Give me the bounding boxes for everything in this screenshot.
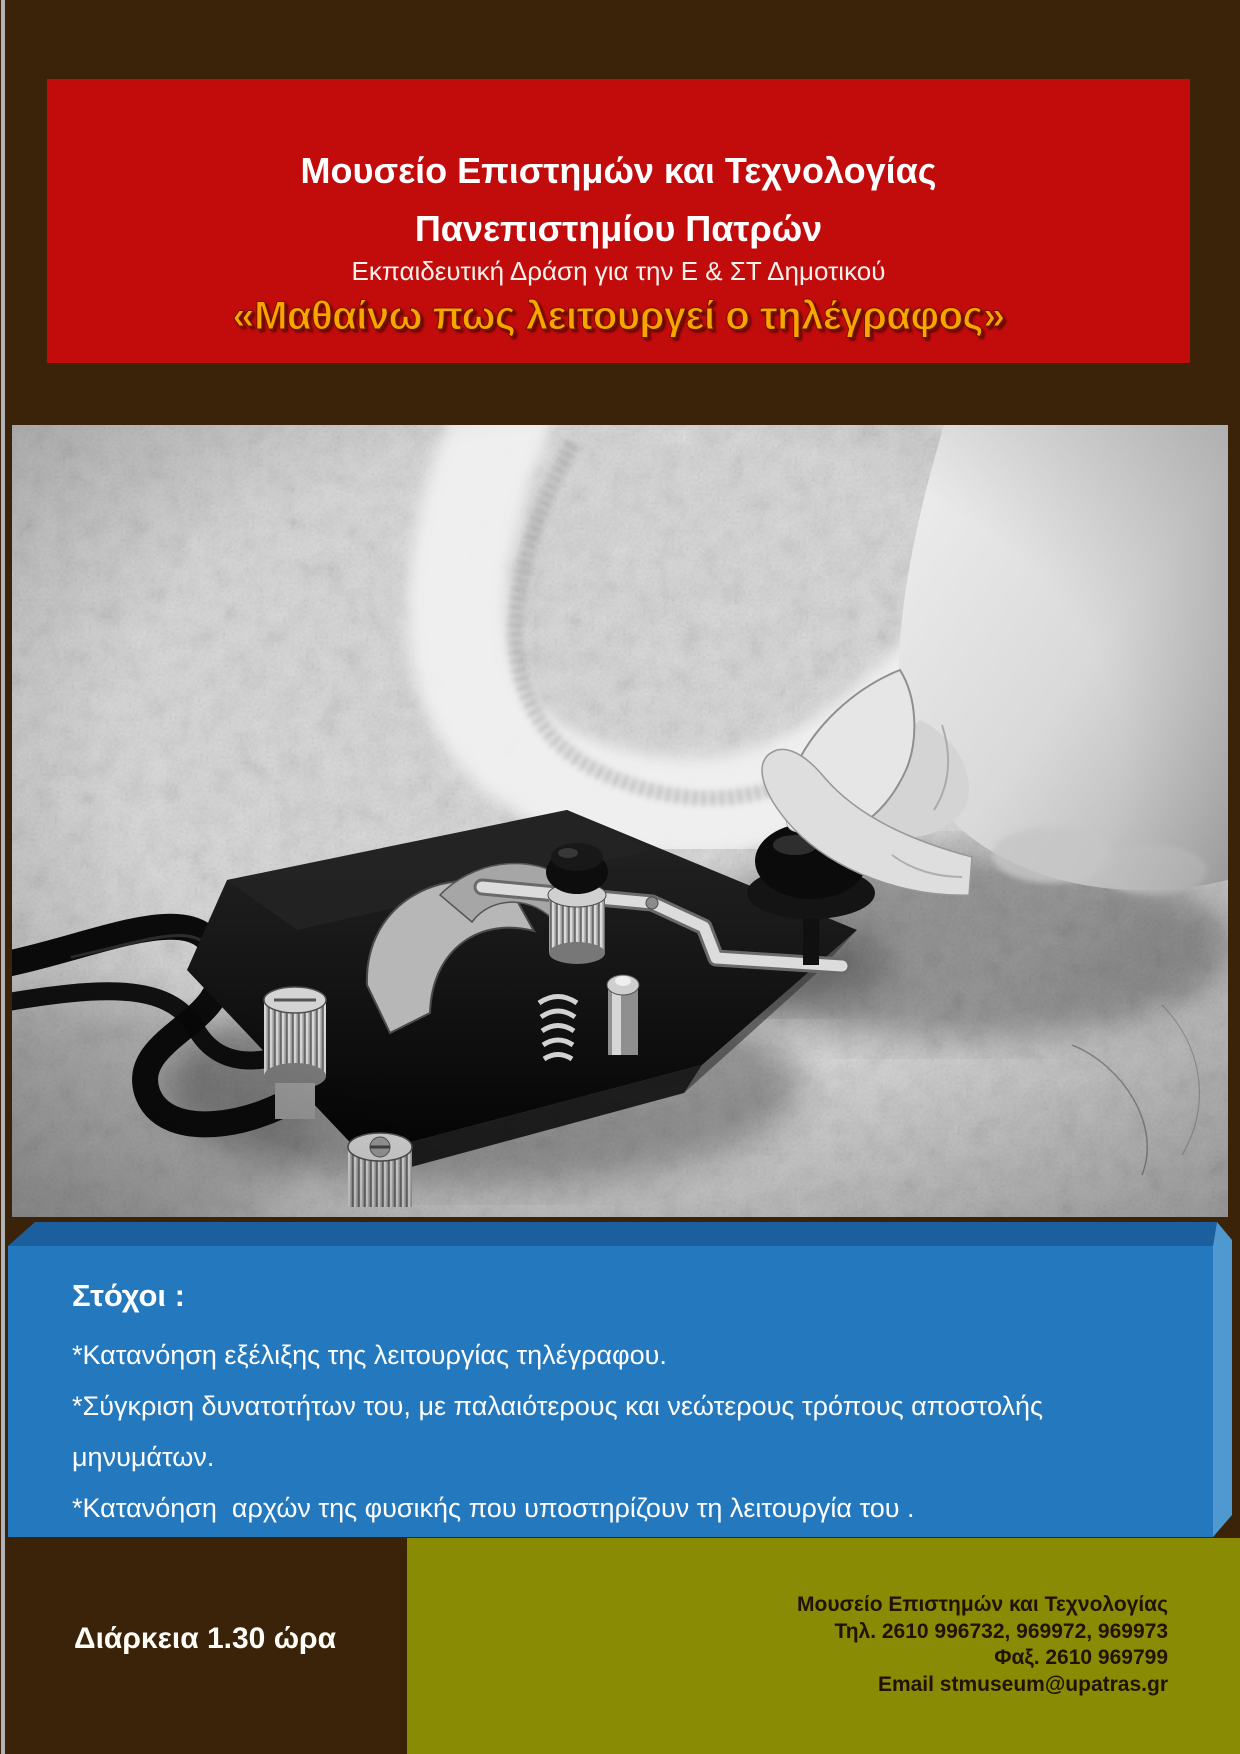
telegraph-photo xyxy=(12,425,1228,1217)
contact-museum-name: Μουσείο Επιστημών και Τεχνολογίας xyxy=(797,1593,1168,1616)
goals-panel-top-face xyxy=(8,1222,1217,1246)
goal-line: *Κατανόηση αρχών της φυσικής που υποστηρίζουν τη λειτουργία του . xyxy=(72,1493,915,1523)
contact-block xyxy=(468,1592,1168,1698)
activity-slogan: «Μαθαίνω πως λειτουργεί ο τηλέγραφος» xyxy=(232,294,1005,338)
photo-vignette xyxy=(12,425,1228,1217)
contact-email: Email stmuseum@upatras.gr xyxy=(877,1672,1168,1696)
goal-line: *Κατανόηση εξέλιξης της λειτουργίας τηλέγραφου. xyxy=(72,1340,667,1370)
goal-line: μηνυμάτων. xyxy=(72,1442,215,1472)
goals-list xyxy=(72,1330,1172,1534)
museum-title-line2: Πανεπιστημίου Πατρών xyxy=(414,208,823,249)
activity-subtitle: Εκπαιδευτική Δράση για την Ε & ΣΤ Δημοτικού xyxy=(351,256,886,286)
goal-line: *Σύγκριση δυνατοτήτων του, με παλαιότερους και νεώτερους τρόπους αποστολής xyxy=(72,1391,1043,1421)
contact-fax: Φαξ. 2610 969799 xyxy=(994,1646,1168,1669)
museum-title-line1: Μουσείο Επιστημών και Τεχνολογίας xyxy=(300,150,937,191)
contact-phone: Τηλ. 2610 996732, 969972, 969973 xyxy=(834,1619,1168,1643)
duration-label: Διάρκεια 1.30 ώρα xyxy=(74,1622,337,1655)
goals-panel-right-face xyxy=(1213,1222,1232,1537)
goals-heading: Στόχοι : xyxy=(72,1278,185,1313)
